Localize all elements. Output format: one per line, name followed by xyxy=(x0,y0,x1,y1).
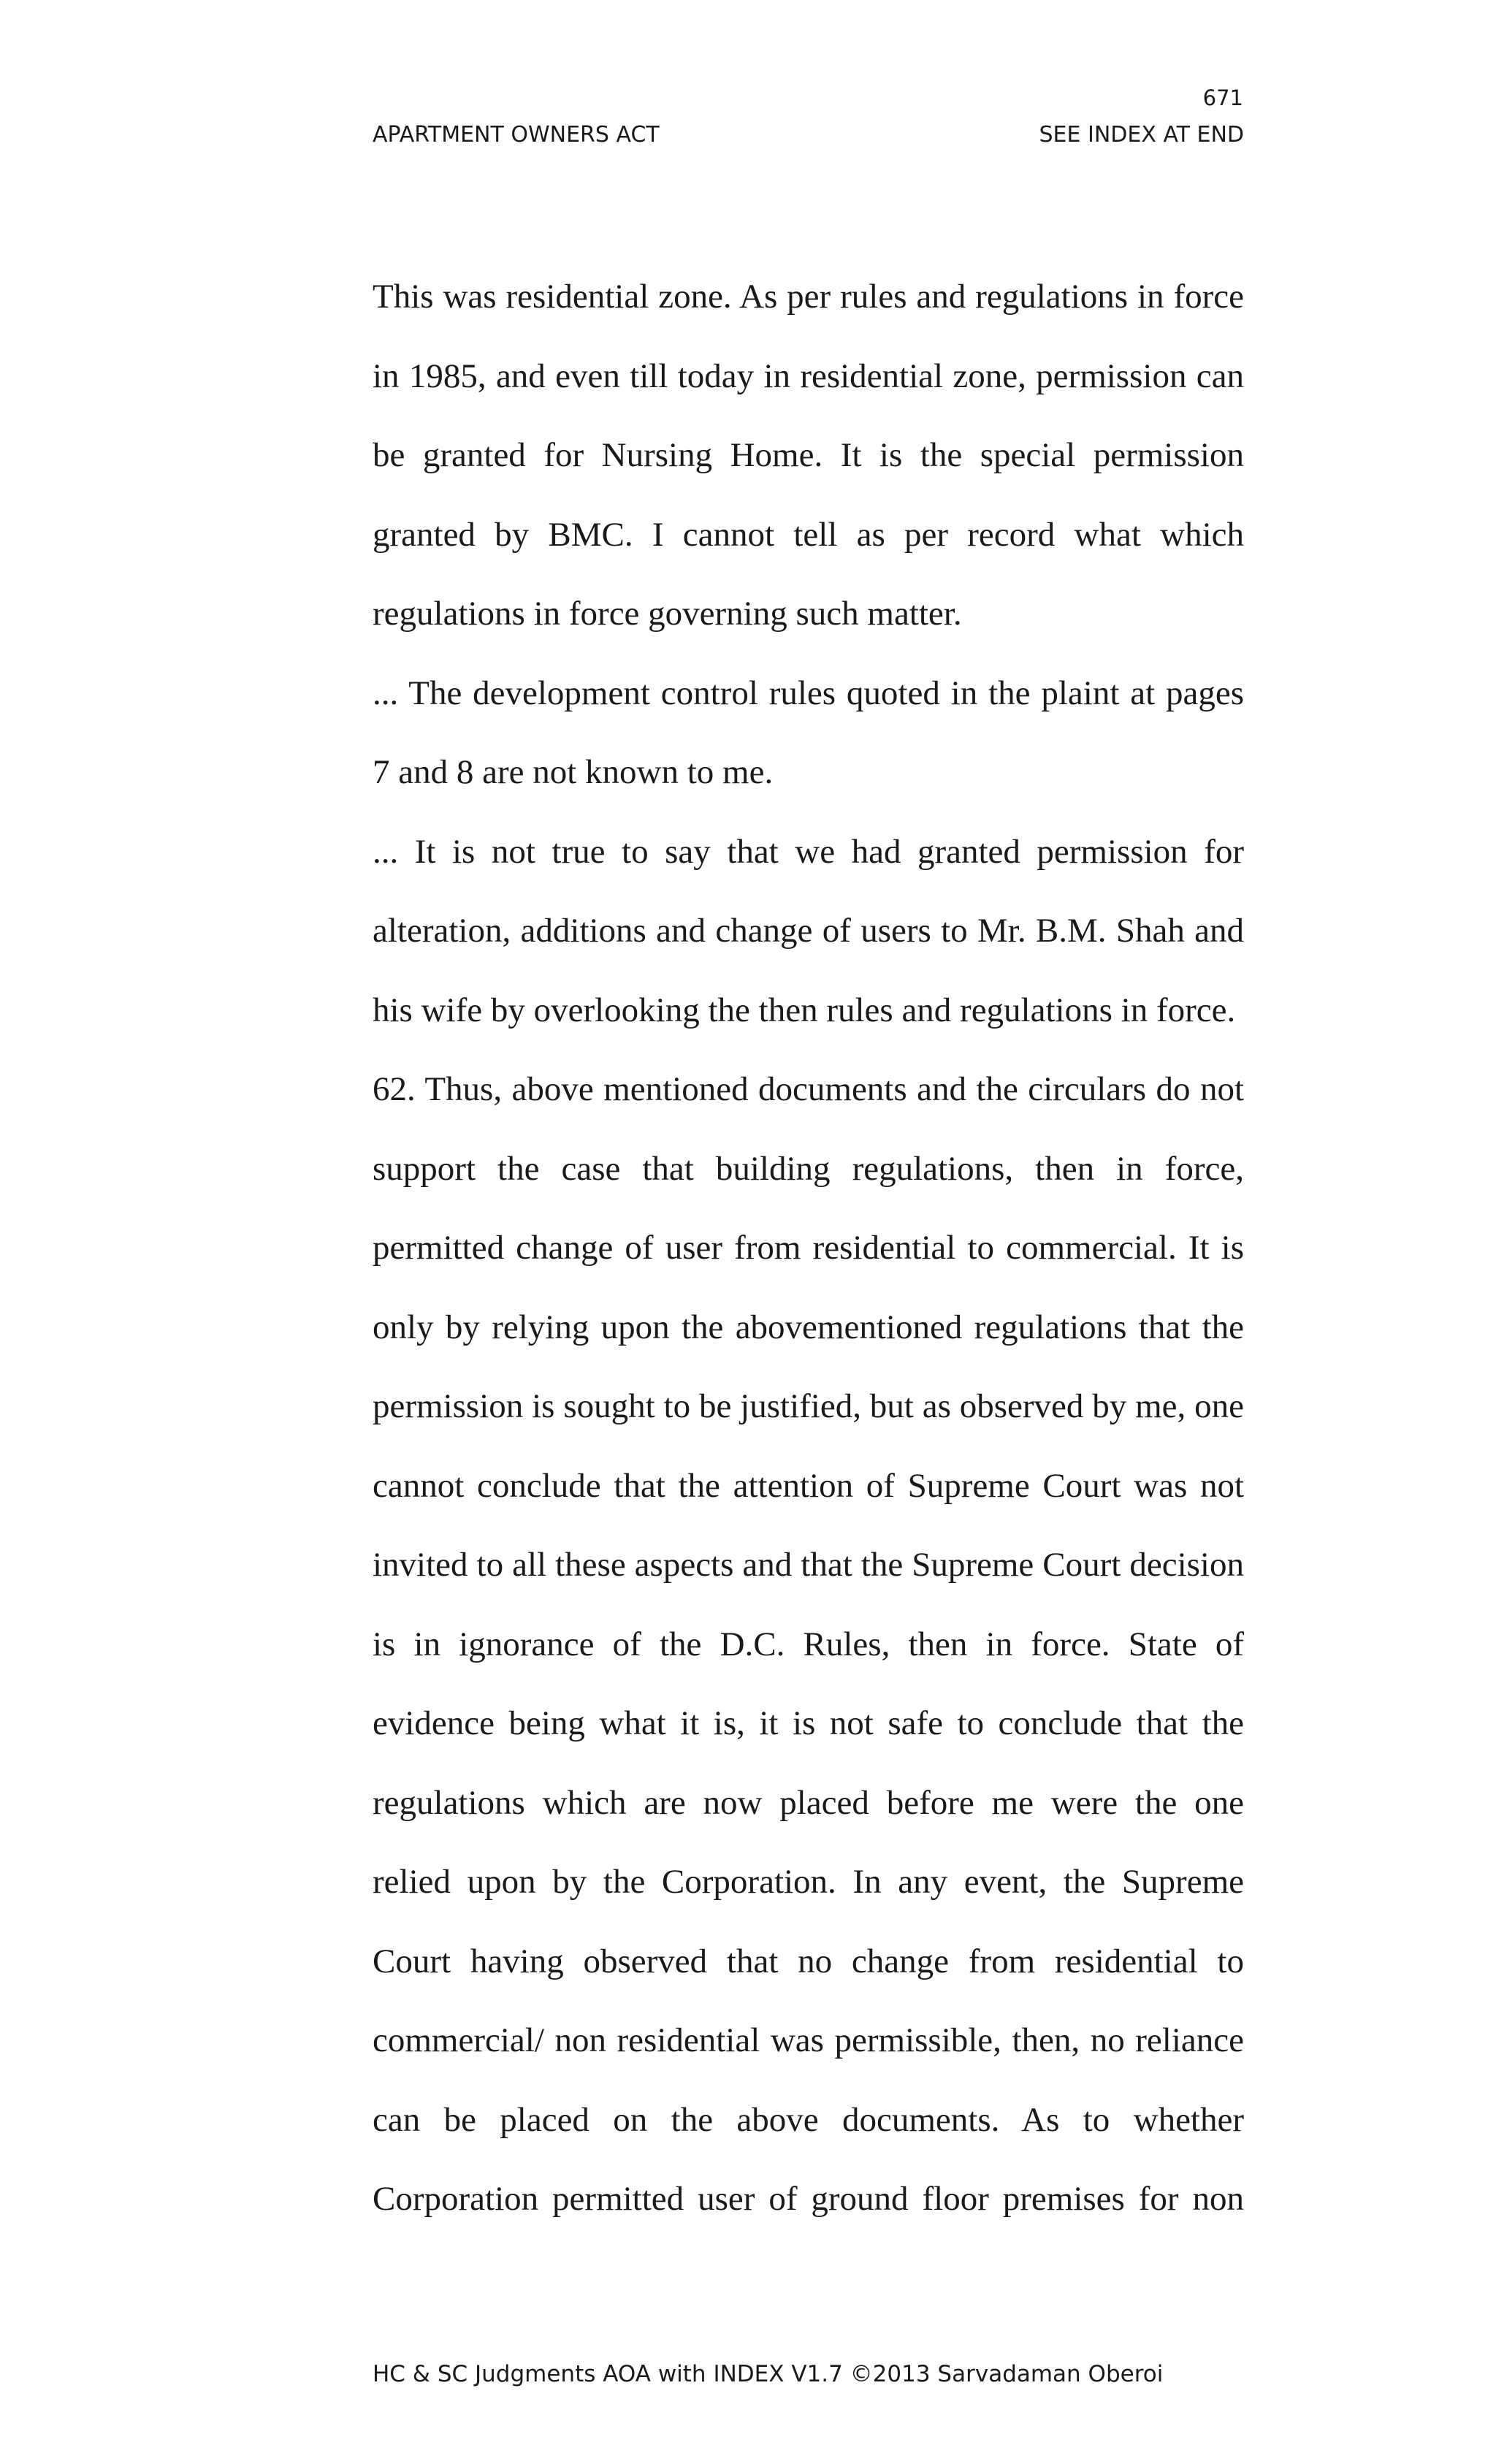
paragraph-3: ... It is not true to say that we had granted permission for alteration, additions and change of users to Mr. B.M. Shah and his wife by overlooking the then rules and regulations in force. xyxy=(373,832,1244,1029)
page-number: 671 xyxy=(1202,85,1243,110)
paragraph-2: ... The development control rules quoted in the plaint at pages 7 and 8 are not known to me. xyxy=(373,674,1244,791)
header-left-title: APARTMENT OWNERS ACT xyxy=(373,122,660,148)
header-right-title: SEE INDEX AT END xyxy=(1039,122,1244,148)
paragraph-4: 62. Thus, above mentioned documents and the circulars do not support the case that building regulations, then in force, permitted change of user from residential to commercial. It is only by relying upon the abovementioned regulations that the permission is sought to be justified, but as observed by me, one cannot conclude that the attention of Supreme Court was not invited to all these aspects and that the Supreme Court decision is in ignorance of the D.C. Rules, then in force. State of evidence being what it is, it is not safe to conclude that the regulations which are now placed before me were the one relied upon by the Corporation. In any event, the Supreme Court having observed that no change from residential to commercial/ non residential was permissible, then, no reliance can be placed on the above documents. As to whether Corporation permitted user of ground floor premises for non xyxy=(373,1070,1244,2218)
document-body xyxy=(373,257,1244,2239)
page-footer: HC & SC Judgments AOA with INDEX V1.7 ©2013 Sarvadaman Oberoi xyxy=(373,2361,1164,2387)
running-header xyxy=(373,124,1244,146)
paragraph-1: This was residential zone. As per rules and regulations in force in 1985, and even till today in residential zone, permission can be granted for Nursing Home. It is the special permission granted by BMC. I cannot tell as per record what which regulations in force governing such matter. xyxy=(373,278,1244,633)
